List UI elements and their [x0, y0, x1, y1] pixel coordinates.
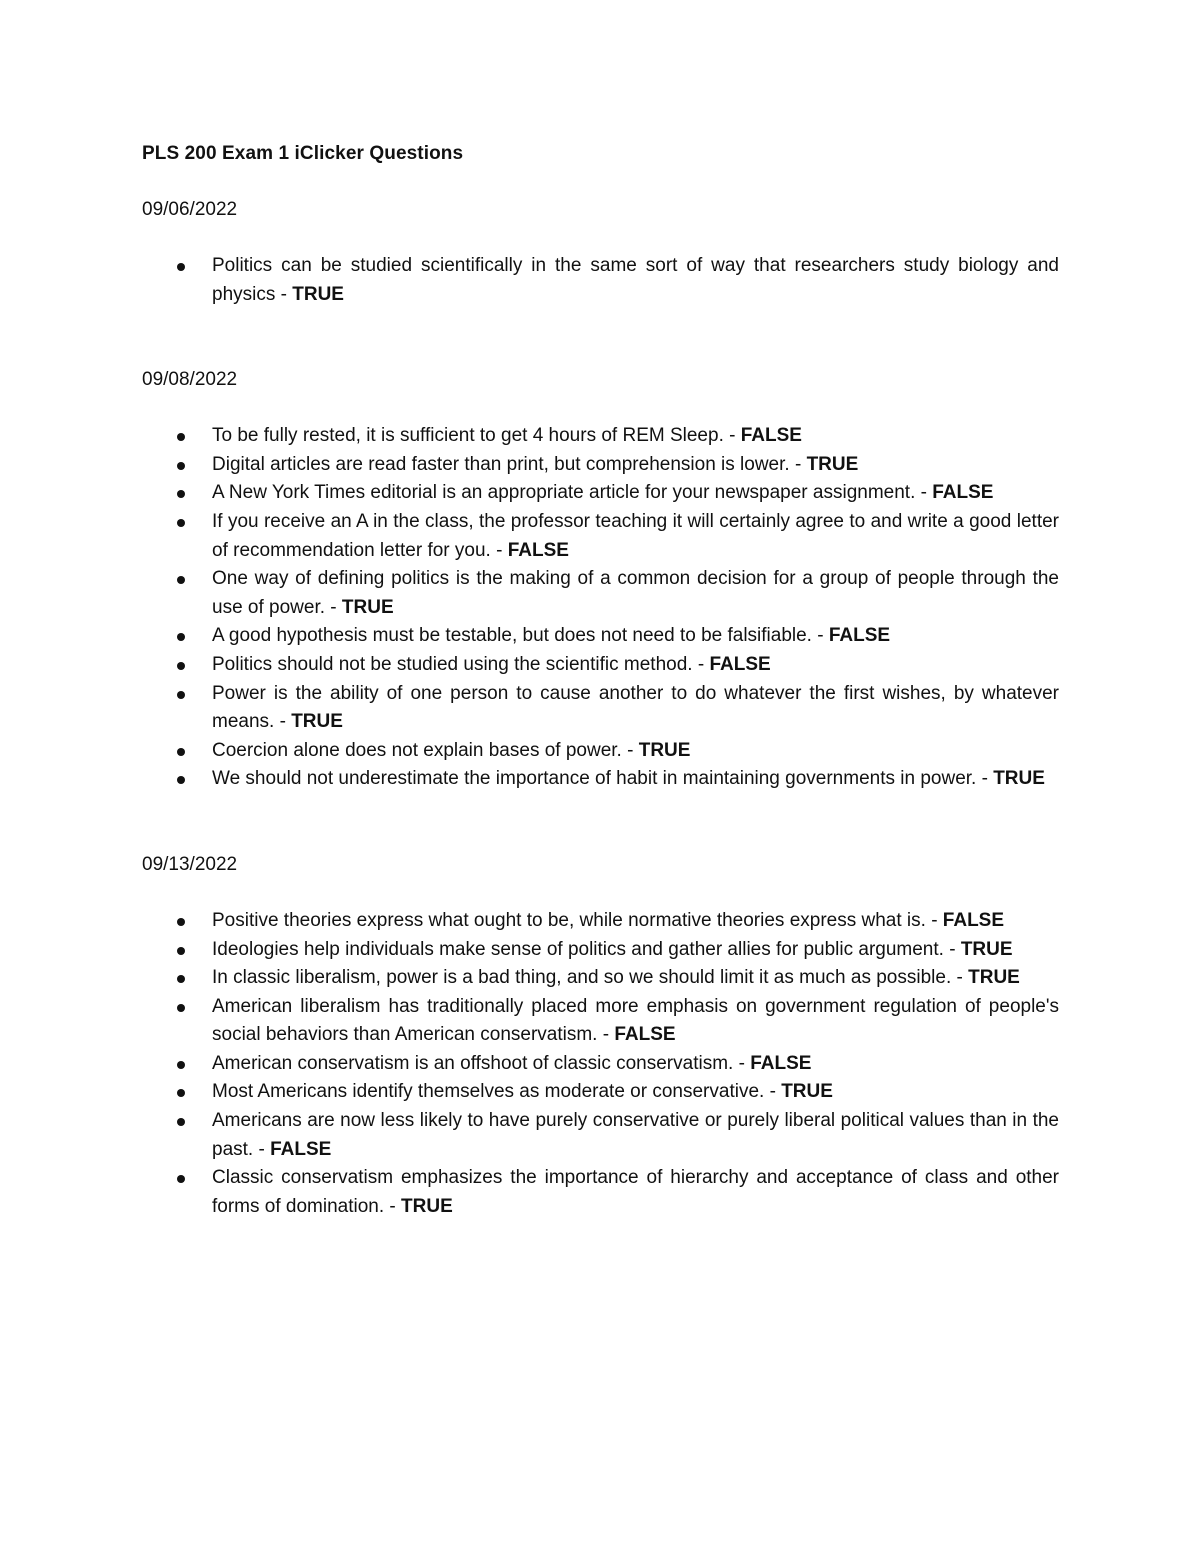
question-item [142, 993, 1059, 1050]
question-text: Power is the ability of one person to cause another to do whatever the first wishes, by whatever means. - [212, 682, 1059, 733]
question-text: If you receive an A in the class, the professor teaching it will certainly agree to and write a good letter of recommendation letter for you. - [212, 510, 1059, 561]
answer-label: TRUE [960, 938, 1013, 960]
date-heading: 09/13/2022 [142, 853, 238, 875]
answer-label: FALSE [709, 653, 771, 675]
question-text: One way of defining politics is the making of a common decision for a group of people through the use of power. - [212, 568, 1059, 618]
question-text: American conservatism is an offshoot of classic conservatism. - [212, 1052, 751, 1074]
bullet-icon [177, 576, 185, 584]
question-item [142, 422, 1059, 451]
question-text: In classic liberalism, power is a bad thing, and so we should limit it as much as possible. - [212, 967, 969, 989]
question-item [142, 565, 1059, 622]
question-item [142, 1050, 1059, 1079]
answer-label: TRUE [781, 1081, 833, 1103]
question-text: Positive theories express what ought to be, while normative theories express what is. - [212, 909, 943, 931]
question-list [142, 907, 1059, 1222]
question-item [142, 1078, 1059, 1107]
question-item [142, 680, 1059, 737]
bullet-icon [177, 691, 185, 699]
date-heading: 09/06/2022 [142, 199, 238, 220]
answer-label: TRUE [341, 596, 394, 618]
question-text: Most Americans identify themselves as moderate or conservative. - [212, 1081, 782, 1103]
bullet-icon [177, 947, 185, 955]
question-item [142, 1164, 1059, 1221]
answer-label: TRUE [401, 1195, 453, 1217]
bullet-icon [177, 1061, 185, 1069]
question-text: A good hypothesis must be testable, but does not need to be falsifiable. - [212, 625, 829, 647]
answer-label: TRUE [968, 967, 1020, 989]
question-text: Digital articles are read faster than print, but comprehension is lower. - [212, 453, 807, 475]
bullet-icon [177, 433, 185, 441]
bullet-icon [177, 490, 185, 498]
bullet-icon [177, 918, 185, 926]
question-item [142, 907, 1059, 936]
document-page [142, 138, 1059, 1221]
bullet-icon [177, 748, 185, 756]
question-text: American liberalism has traditionally placed more emphasis on government regulation of people's social behaviors than American conservatism. - [212, 995, 1059, 1046]
question-list [142, 252, 1059, 309]
question-item [142, 737, 1059, 766]
question-item [142, 451, 1059, 480]
date-section [142, 366, 1059, 794]
answer-label: TRUE [291, 711, 343, 733]
bullet-icon [177, 1004, 185, 1012]
question-item [142, 936, 1059, 965]
answer-label: FALSE [507, 539, 569, 561]
bullet-icon [177, 519, 185, 527]
answer-label: FALSE [270, 1138, 332, 1160]
question-item [142, 479, 1059, 508]
bullet-icon [177, 1175, 185, 1183]
question-text: Politics can be studied scientifically in the same sort of way that researchers study biology and physics - [212, 255, 1059, 305]
answer-label: TRUE [806, 453, 859, 475]
question-text: We should not underestimate the importance of habit in maintaining governments in power. - [212, 768, 994, 790]
bullet-icon [177, 263, 185, 271]
question-text: To be fully rested, it is sufficient to get 4 hours of REM Sleep. - [212, 425, 741, 447]
question-item [142, 622, 1059, 651]
question-item [142, 508, 1059, 565]
question-item [142, 964, 1059, 993]
bullet-icon [177, 462, 185, 470]
document-title: PLS 200 Exam 1 iClicker Questions [142, 143, 464, 164]
question-text: A New York Times editorial is an appropriate article for your newspaper assignment. - [212, 482, 933, 504]
question-item [142, 651, 1059, 680]
bullet-icon [177, 633, 185, 641]
date-section [142, 851, 1059, 1222]
answer-label: TRUE [993, 768, 1045, 790]
answer-label: FALSE [828, 625, 891, 647]
question-text: Politics should not be studied using the scientific method. - [212, 653, 710, 675]
question-item [142, 765, 1059, 794]
date-heading: 09/08/2022 [142, 369, 238, 391]
question-text: Ideologies help individuals make sense of politics and gather allies for public argument. - [212, 938, 961, 960]
answer-label: FALSE [750, 1052, 812, 1074]
answer-label: FALSE [614, 1024, 676, 1046]
bullet-icon [177, 975, 185, 983]
answer-label: TRUE [292, 283, 344, 305]
answer-label: FALSE [740, 425, 802, 447]
bullet-icon [177, 1089, 185, 1097]
question-item [142, 1107, 1059, 1164]
question-text: Classic conservatism emphasizes the importance of hierarchy and acceptance of class and other forms of domination. - [212, 1167, 1059, 1217]
question-list [142, 422, 1059, 794]
answer-label: FALSE [932, 482, 994, 504]
date-section [142, 196, 1059, 309]
question-text: Americans are now less likely to have purely conservative or purely liberal political values than in the past. - [212, 1110, 1059, 1160]
answer-label: TRUE [638, 739, 691, 761]
question-text: Coercion alone does not explain bases of power. - [212, 739, 639, 761]
bullet-icon [177, 776, 185, 784]
bullet-icon [177, 1118, 185, 1126]
bullet-icon [177, 662, 185, 670]
answer-label: FALSE [942, 909, 1005, 931]
question-item [142, 252, 1059, 309]
